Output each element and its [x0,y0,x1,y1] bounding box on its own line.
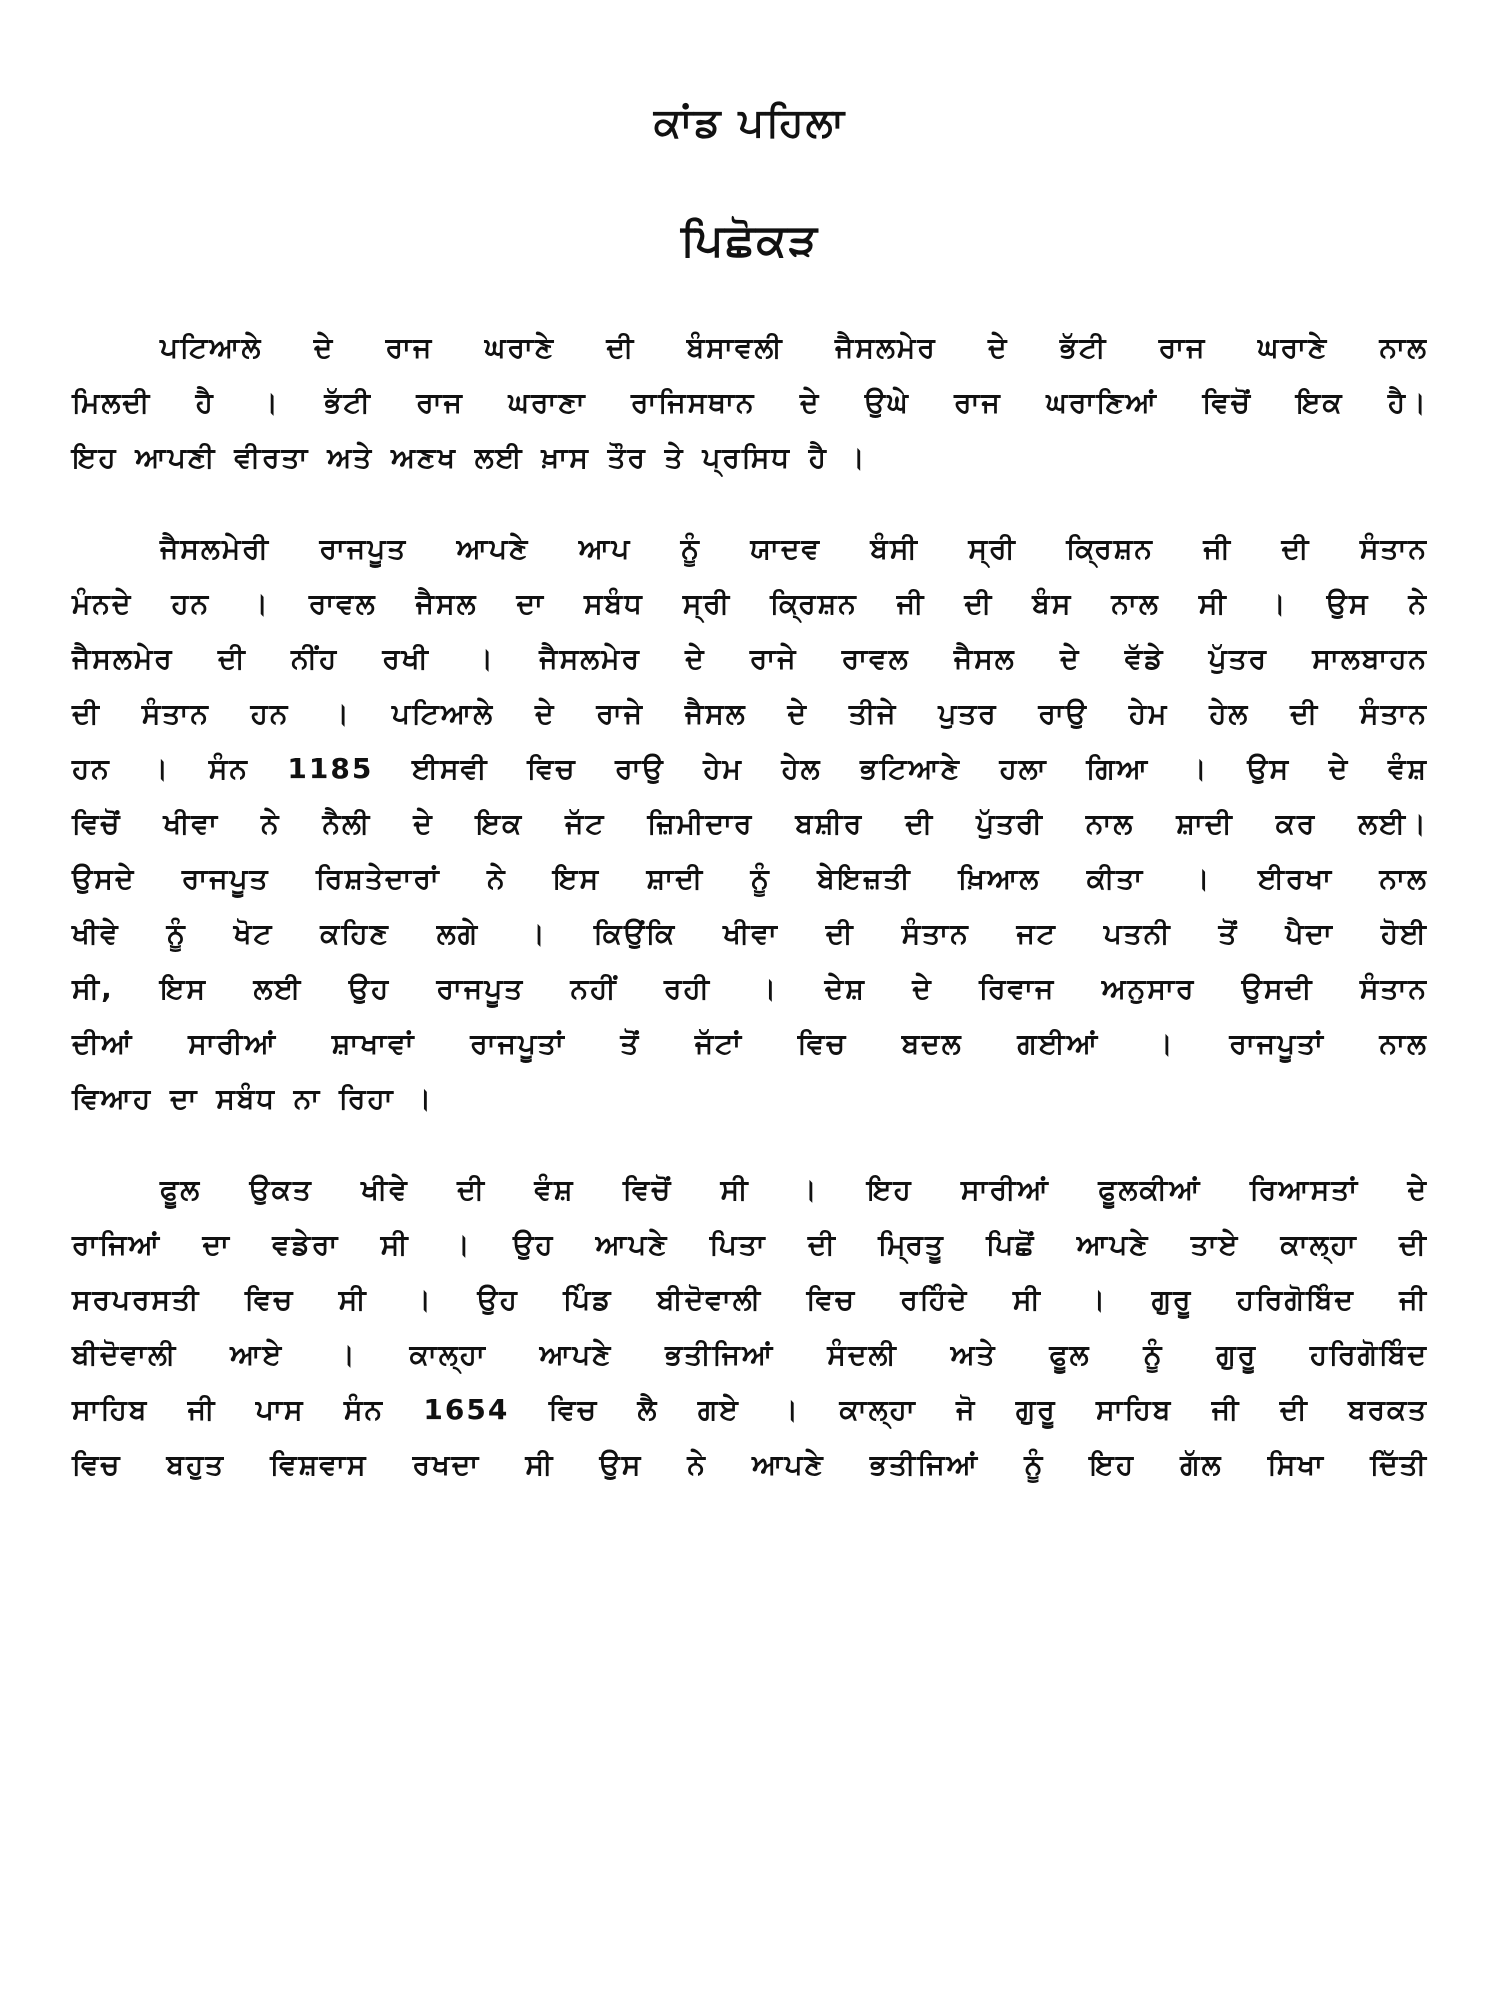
paragraph-3 [72,1162,1428,1492]
text-line: ਫੂਲ ਉਕਤ ਖੀਵੇ ਦੀ ਵੰਸ਼ ਵਿਚੋਂ ਸੀ । ਇਹ ਸਾਰੀਆਂ ਫੂਲਕੀਆਂ ਰਿਆਸਤਾਂ ਦੇ [160,1173,1428,1206]
text-line: ਮਿਲਦੀ ਹੈ । ਭੱਟੀ ਰਾਜ ਘਰਾਣਾ ਰਾਜਿਸਥਾਨ ਦੇ ਉਘੇ ਰਾਜ ਘਰਾਣਿਆਂ ਵਿਚੋਂ ਇਕ ਹੈ। [72,386,1428,419]
text-line: ਖੀਵੇ ਨੂੰ ਖੋਟ ਕਹਿਣ ਲਗੇ । ਕਿਉਂਕਿ ਖੀਵਾ ਦੀ ਸੰਤਾਨ ਜਟ ਪਤਨੀ ਤੋਂ ਪੈਦਾ ਹੋਈ [72,917,1428,950]
text-line: ਰਾਜਿਆਂ ਦਾ ਵਡੇਰਾ ਸੀ । ਉਹ ਆਪਣੇ ਪਿਤਾ ਦੀ ਮ੍ਰਿਤੂ ਪਿਛੋਂ ਆਪਣੇ ਤਾਏ ਕਾਲ੍ਹਾ ਦੀ [72,1228,1428,1261]
text-line: ਸੀ, ਇਸ ਲਈ ਉਹ ਰਾਜਪੂਤ ਨਹੀਂ ਰਹੀ । ਦੇਸ਼ ਦੇ ਰਿਵਾਜ ਅਨੁਸਾਰ ਉਸਦੀ ਸੰਤਾਨ [72,972,1428,1005]
text-line: ਜੈਸਲਮੇਰ ਦੀ ਨੀਂਹ ਰਖੀ । ਜੈਸਲਮੇਰ ਦੇ ਰਾਜੇ ਰਾਵਲ ਜੈਸਲ ਦੇ ਵੱਡੇ ਪੁੱਤਰ ਸਾਲਬਾਹਨ [72,642,1428,675]
text-line: ਹਨ । ਸੰਨ 1185 ਈਸਵੀ ਵਿਚ ਰਾਉ ਹੇਮ ਹੇਲ ਭਟਿਆਣੇ ਹਲਾ ਗਿਆ । ਉਸ ਦੇ ਵੰਸ਼ [72,752,1428,785]
text-line: ਬੀਦੋਵਾਲੀ ਆਏ । ਕਾਲ੍ਹਾ ਆਪਣੇ ਭਤੀਜਿਆਂ ਸੰਦਲੀ ਅਤੇ ਫੂਲ ਨੂੰ ਗੁਰੂ ਹਰਿਗੋਬਿੰਦ [72,1338,1428,1371]
paragraph-2 [72,521,1428,1126]
text-line: ਦੀਆਂ ਸਾਰੀਆਂ ਸ਼ਾਖਾਵਾਂ ਰਾਜਪੂਤਾਂ ਤੋਂ ਜੱਟਾਂ ਵਿਚ ਬਦਲ ਗਈਆਂ । ਰਾਜਪੂਤਾਂ ਨਾਲ [72,1027,1428,1060]
text-line: ਵਿਆਹ ਦਾ ਸਬੰਧ ਨਾ ਰਿਹਾ । [72,1082,434,1115]
text-line: ਦੀ ਸੰਤਾਨ ਹਨ । ਪਟਿਆਲੇ ਦੇ ਰਾਜੇ ਜੈਸਲ ਦੇ ਤੀਜੇ ਪੁਤਰ ਰਾਉ ਹੇਮ ਹੇਲ ਦੀ ਸੰਤਾਨ [72,697,1428,730]
text-line: ਮੰਨਦੇ ਹਨ । ਰਾਵਲ ਜੈਸਲ ਦਾ ਸਬੰਧ ਸ੍ਰੀ ਕ੍ਰਿਸ਼ਨ ਜੀ ਦੀ ਬੰਸ ਨਾਲ ਸੀ । ਉਸ ਨੇ [72,587,1428,620]
text-line: ਜੈਸਲਮੇਰੀ ਰਾਜਪੂਤ ਆਪਣੇ ਆਪ ਨੂੰ ਯਾਦਵ ਬੰਸੀ ਸ੍ਰੀ ਕ੍ਰਿਸ਼ਨ ਜੀ ਦੀ ਸੰਤਾਨ [160,532,1428,565]
paragraph-1 [72,320,1428,485]
text-line: ਇਹ ਆਪਣੀ ਵੀਰਤਾ ਅਤੇ ਅਣਖ ਲਈ ਖ਼ਾਸ ਤੌਰ ਤੇ ਪ੍ਰਸਿਧ ਹੈ । [72,441,867,474]
text-line: ਵਿਚ ਬਹੁਤ ਵਿਸ਼ਵਾਸ ਰਖਦਾ ਸੀ ਉਸ ਨੇ ਆਪਣੇ ਭਤੀਜਿਆਂ ਨੂੰ ਇਹ ਗੱਲ ਸਿਖਾ ਦਿੱਤੀ [72,1448,1428,1481]
chapter-title: ਕਾਂਡ ਪਹਿਲਾ [653,100,847,146]
text-line: ਸਰਪਰਸਤੀ ਵਿਚ ਸੀ । ਉਹ ਪਿੰਡ ਬੀਦੋਵਾਲੀ ਵਿਚ ਰਹਿੰਦੇ ਸੀ । ਗੁਰੂ ਹਰਿਗੋਬਿੰਦ ਜੀ [72,1283,1428,1316]
text-line: ਸਾਹਿਬ ਜੀ ਪਾਸ ਸੰਨ 1654 ਵਿਚ ਲੈ ਗਏ । ਕਾਲ੍ਹਾ ਜੋ ਗੁਰੂ ਸਾਹਿਬ ਜੀ ਦੀ ਬਰਕਤ [72,1393,1428,1426]
body-text [72,320,1428,1528]
text-line: ਉਸਦੇ ਰਾਜਪੂਤ ਰਿਸ਼ਤੇਦਾਰਾਂ ਨੇ ਇਸ ਸ਼ਾਦੀ ਨੂੰ ਬੇਇਜ਼ਤੀ ਖ਼ਿਆਲ ਕੀਤਾ । ਈਰਖਾ ਨਾਲ [72,862,1428,895]
text-line: ਪਟਿਆਲੇ ਦੇ ਰਾਜ ਘਰਾਣੇ ਦੀ ਬੰਸਾਵਲੀ ਜੈਸਲਮੇਰ ਦੇ ਭੱਟੀ ਰਾਜ ਘਰਾਣੇ ਨਾਲ [160,331,1428,364]
section-title: ਪਿਛੋਕੜ [680,215,820,266]
text-line: ਵਿਚੋਂ ਖੀਵਾ ਨੇ ਨੈਲੀ ਦੇ ਇਕ ਜੱਟ ਜ਼ਿਮੀਦਾਰ ਬਸ਼ੀਰ ਦੀ ਪੁੱਤਰੀ ਨਾਲ ਸ਼ਾਦੀ ਕਰ ਲਈ। [72,807,1428,840]
